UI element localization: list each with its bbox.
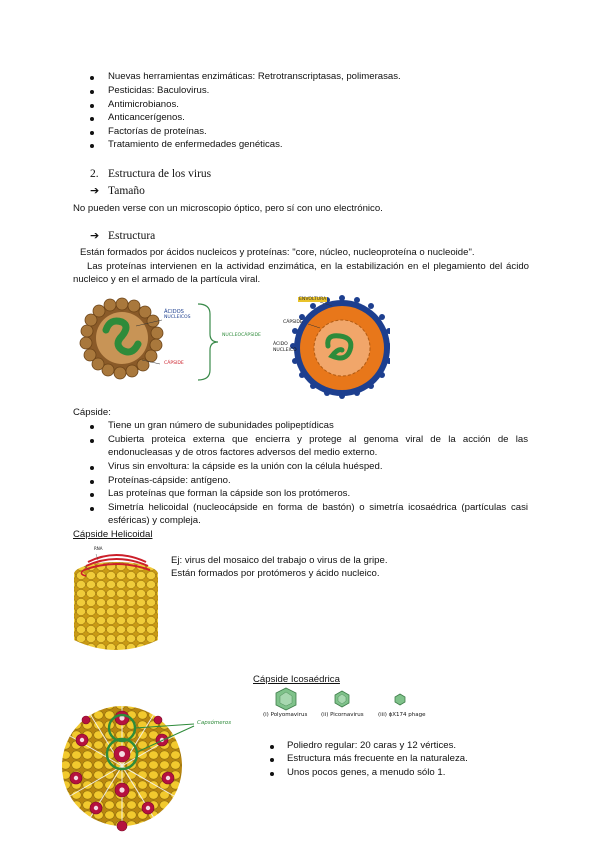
bullet bbox=[90, 425, 94, 429]
label-nucleico: NUCLEICO bbox=[273, 348, 297, 353]
bullet bbox=[90, 144, 94, 148]
list-item: Tratamiento de enfermedades genéticas. bbox=[108, 139, 283, 150]
bullet bbox=[90, 104, 94, 108]
naked-virus-illustration bbox=[80, 298, 163, 379]
label-nucleicos: NUCLEICOS bbox=[164, 315, 191, 320]
bullet bbox=[90, 131, 94, 135]
list-item: Estructura más frecuente en la naturaleza. bbox=[287, 753, 468, 764]
icosaedrica-heading: Cápside Icosaédrica bbox=[253, 674, 340, 685]
estructura-heading: Estructura bbox=[108, 230, 156, 242]
virus-structure-figure bbox=[70, 290, 390, 400]
list-item: Poliedro regular: 20 caras y 12 vértices. bbox=[287, 740, 457, 751]
section-title: Estructura de los virus bbox=[108, 168, 212, 180]
bullet bbox=[90, 493, 94, 497]
label-rna: RNA bbox=[94, 546, 103, 551]
estructura-line1: Están formados por ácidos nucleicos y proteínas: "core, núcleo, nucleoproteína o nucleoide". bbox=[80, 247, 475, 258]
list-item: Pesticidas: Baculovirus. bbox=[108, 85, 210, 96]
list-item: Virus sin envoltura: la cápside es la unión con la célula huésped. bbox=[108, 461, 383, 472]
helicoidal-line1: Ej: virus del mosaico del trabajo o virus de la gripe. bbox=[171, 555, 388, 566]
list-item: Unos pocos genes, a menudo sólo 1. bbox=[287, 767, 446, 778]
arrow-right-icon: ➔ bbox=[90, 229, 100, 242]
bullet bbox=[270, 758, 274, 762]
list-item: Anticancerígenos. bbox=[108, 112, 185, 123]
list-item: Antimicrobianos. bbox=[108, 99, 179, 110]
label-nucleocapside: NUCLEOCÁPSIDE bbox=[222, 333, 261, 338]
label-capside: CÁPSIDE bbox=[164, 361, 184, 366]
list-item: Proteínas-cápside: antígeno. bbox=[108, 475, 231, 486]
label-capsomeros: Capsómeros bbox=[197, 720, 232, 726]
bullet bbox=[90, 480, 94, 484]
estructura-paragraph: Las proteínas intervienen en la actividad enzimática, en la estabilización en el plegamiento del ácido nucleico y en el armado de la partícula viral. bbox=[73, 261, 529, 286]
list-item: Factorías de proteínas. bbox=[108, 126, 207, 137]
list-item: Tiene un gran número de subunidades polipeptídicas bbox=[108, 420, 334, 431]
icosahedral-capsid-illustration bbox=[60, 690, 240, 840]
bullet bbox=[270, 772, 274, 776]
capside-heading: Cápside: bbox=[73, 407, 111, 418]
label-acidos: ÁCIDOS bbox=[164, 309, 184, 315]
icosahedral-examples bbox=[270, 686, 430, 714]
tamano-heading: Tamaño bbox=[108, 185, 145, 197]
bullet bbox=[90, 439, 94, 443]
bullet bbox=[90, 117, 94, 121]
list-item: Cubierta proteica externa que encierra y protege al genoma viral de la acción de las endonucleasas y de otros factores adversos del medio externo. bbox=[108, 434, 528, 459]
arrow-right-icon: ➔ bbox=[90, 184, 100, 197]
list-item: Nuevas herramientas enzimáticas: Retrotranscriptasas, polimerasas. bbox=[108, 71, 401, 82]
label-picornavirus: (ii) Picornavirus bbox=[321, 712, 364, 718]
label-polyomavirus: (i) Polyomavirus bbox=[263, 712, 308, 718]
label-phage: (iii) ϕX174 phage bbox=[378, 712, 426, 718]
section-number: 2. bbox=[90, 168, 99, 180]
bullet bbox=[90, 466, 94, 470]
enveloped-virus-illustration bbox=[290, 295, 390, 399]
list-item: Simetría helicoidal (nucleocápside en forma de bastón) o simetría icosaédrica (partículas casi esféricas) y compleja. bbox=[108, 502, 528, 527]
helical-capsid-illustration bbox=[66, 544, 170, 656]
label-capside-2: CÁPSIDE bbox=[283, 320, 303, 325]
label-acido: ÁCIDO bbox=[273, 342, 288, 347]
label-envoltura: ENVOLTURA bbox=[299, 297, 327, 302]
bullet bbox=[270, 745, 274, 749]
bullet bbox=[90, 507, 94, 511]
list-item: Las proteínas que forman la cápside son los protómeros. bbox=[108, 488, 351, 499]
helicoidal-heading: Cápside Helicoidal bbox=[73, 529, 153, 540]
helicoidal-line2: Están formados por protómeros y ácido nucleico. bbox=[171, 568, 380, 579]
bullet bbox=[90, 90, 94, 94]
bullet bbox=[90, 76, 94, 80]
tamano-text: No pueden verse con un microscopio óptico, pero sí con uno electrónico. bbox=[73, 203, 383, 214]
